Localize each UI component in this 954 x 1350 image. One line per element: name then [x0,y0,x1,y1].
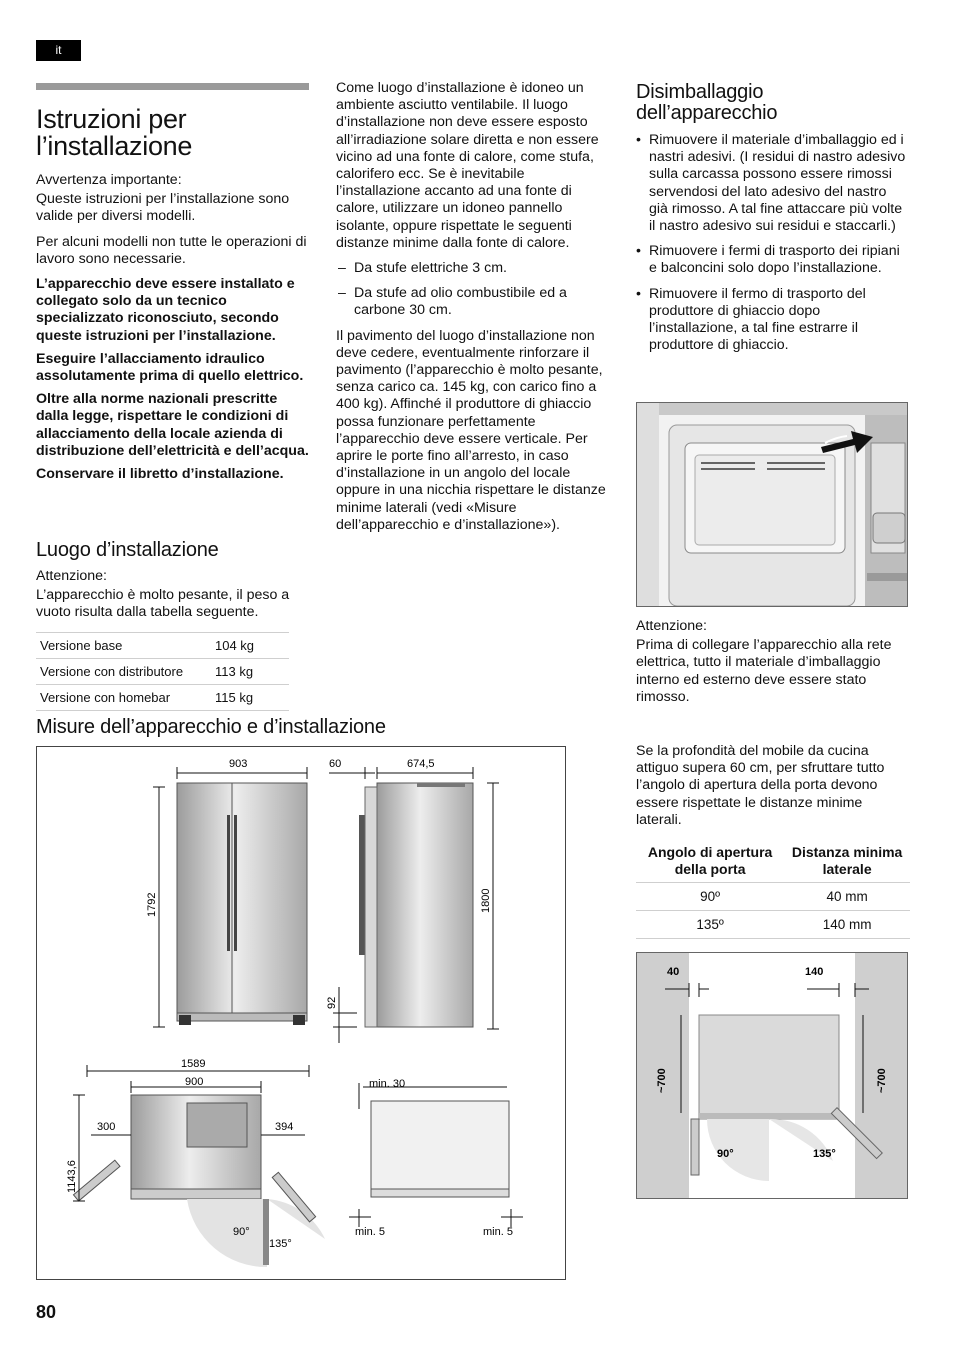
dim-min5-right: min. 5 [483,1226,513,1238]
side-view [359,783,473,1027]
angle-cell: 90º [636,883,784,911]
warning-text-1: Queste istruzioni per l’installazione sono valide per diversi modelli. [36,191,290,225]
list-item: • Rimuovere il materiale d’imballaggio ed i nastri adesivi. (I residui di nastro adesivo sulla carcassa possono essere rimossi servendosi del lato adesivo del nastro già rimosso. A tal fine attaccare più volte il nastro adesivo sui residui e staccarli.) [636,132,908,235]
table-header-row [636,844,910,883]
side-distance-text: Se la profondità del mobile da cucina attiguo supera 60 cm, per sfruttare tutto l’angolo di apertura della porta devono essere rispettate le distanze minime laterali. [636,743,885,828]
version-cell: Versione base [36,633,211,659]
weight-cell: 115 kg [211,685,289,711]
bold-note-4: Conservare il libretto d’installazione. [36,466,284,483]
heat-distance-list [336,260,608,320]
angle-135: 135° [813,1148,836,1160]
dim-1589: 1589 [181,1058,206,1070]
dim-674: 674,5 [407,758,435,770]
language-tag: it [36,40,81,61]
location-heading: Luogo d’installazione [36,539,219,561]
column-header-angle: Angolo di apertura della porta [636,844,784,883]
dimensions-heading: Misure dell’apparecchio e d’installazione [36,716,386,738]
weight-cell: 104 kg [211,633,289,659]
dim-1792: 1792 [146,892,158,917]
dim-900: 900 [185,1076,204,1088]
dist-700-left: ~700 [656,1068,668,1093]
dim-92: 92 [326,996,338,1009]
column-header-distance: Distanza minima laterale [784,844,910,883]
niche-view [349,1083,523,1227]
dim-300: 300 [97,1121,116,1133]
distance-cell: 40 mm [784,883,910,911]
unpacking-attention [636,618,908,714]
weight-cell: 113 kg [211,659,289,685]
side-distance-table [636,844,910,939]
list-item: – Da stufe elettriche 3 cm. [336,260,608,277]
location-paragraph-2: Il pavimento del luogo d’installazione non deve cedere, eventualmente rinforzare il pavimento (l’apparecchio è molto pesante, senza carico ca. 145 kg, con carico fino a 400 kg). Affinché il produttore di ghiaccio possa funzionare perfettamente l’apparecchio deve essere verticale. Per aprire le porte fino all’arresto, in caso d’installazione in un angolo del locale oppure in una nicchia rispettare le distanze minime laterali (vedi «Misure dell’apparecchio e d’installazione»). [336,327,606,533]
dim-1800: 1800 [480,888,492,913]
dim-60: 60 [329,758,342,770]
list-item: • Rimuovere i fermi di trasporto dei ripiani e balconcini solo dopo l’installazione. [636,243,908,277]
version-cell: Versione con homebar [36,685,211,711]
dist-140: 140 [805,966,824,978]
angle-90: 90° [717,1148,734,1160]
page-number: 80 [36,1302,57,1322]
version-cell: Versione con distributore [36,659,211,685]
dim-min5-left: min. 5 [355,1226,385,1238]
dim-394: 394 [275,1121,294,1133]
warning-label: Avvertenza importante: [36,172,182,188]
list-item: – Da stufe ad olio combustibile ed a carbone 30 cm. [336,285,608,319]
distance-cell: 140 mm [784,911,910,939]
table-row [636,911,910,939]
page-title: Istruzioni per l’installazione [36,104,193,161]
ice-maker-photo [636,402,908,607]
important-warning [36,172,312,491]
location-paragraph-1: Come luogo d’installazione è idoneo un ambiente asciutto ventilabile. Il luogo d’installazione non deve essere esposto all’irradiazione solare diretta e non essere vicino ad una fonte di calore, come stufa, calorifero ecc. Se è inevitabile l’installazione accanto ad una fonte di calore, utilizzare un idoneo pannello isolante, oppure rispettate le seguenti distanze minime dalla fonte di calore. [336,80,599,251]
front-view [177,783,307,1025]
location-attention-text: L’apparecchio è molto pesante, il peso a vuoto risulta dalla tabella seguente. [36,587,290,621]
dist-40: 40 [667,966,680,978]
bold-note-1: L’apparecchio deve essere installato e collegato solo da un tecnico specializzato riconosciuto, secondo queste istruzioni per l’installazione. [36,276,295,344]
unpacking-list [636,132,908,354]
unpacking-attention-label: Attenzione: [636,618,707,634]
side-distance-figure [636,952,908,1199]
bold-note-2: Eseguire l’allacciamento idraulico assolutamente prima di quello elettrico. [36,350,304,385]
dimensions-figure [36,746,566,1280]
unpacking-attention-text: Prima di collegare l’apparecchio alla rete elettrica, tutto il materiale d’imballaggio interno ed esterno deve essere stato rimosso. [636,637,892,705]
table-row [36,633,289,659]
unpacking-heading: Disimballaggio dell’apparecchio [636,81,778,124]
weight-table [36,632,289,711]
location-requirements [336,80,608,542]
table-row [36,659,289,685]
section-rule [36,83,309,90]
angle-135: 135° [269,1238,292,1250]
dim-min30: min. 30 [369,1078,406,1090]
location-attention [36,568,312,630]
dim-1143: 1143,6 [66,1160,78,1193]
table-row [36,685,289,711]
angle-cell: 135º [636,911,784,939]
list-item: • Rimuovere il fermo di trasporto del produttore di ghiaccio dopo l’installazione, a tal fine estrarre il produttore di ghiaccio. [636,286,908,355]
dim-903: 903 [229,758,248,770]
dist-700-right: ~700 [876,1068,888,1093]
table-row [636,883,910,911]
warning-text-2: Per alcuni modelli non tutte le operazioni di lavoro sono necessarie. [36,233,307,267]
unpacking-steps [636,132,908,362]
angle-90: 90° [233,1226,250,1238]
bold-note-3: Oltre alla norme nazionali prescritte dalla legge, rispettare le condizioni di allacciamento della locale azienda di distribuzione dell’elettricità e dell’acqua. [36,391,309,459]
location-attention-label: Attenzione: [36,568,107,584]
